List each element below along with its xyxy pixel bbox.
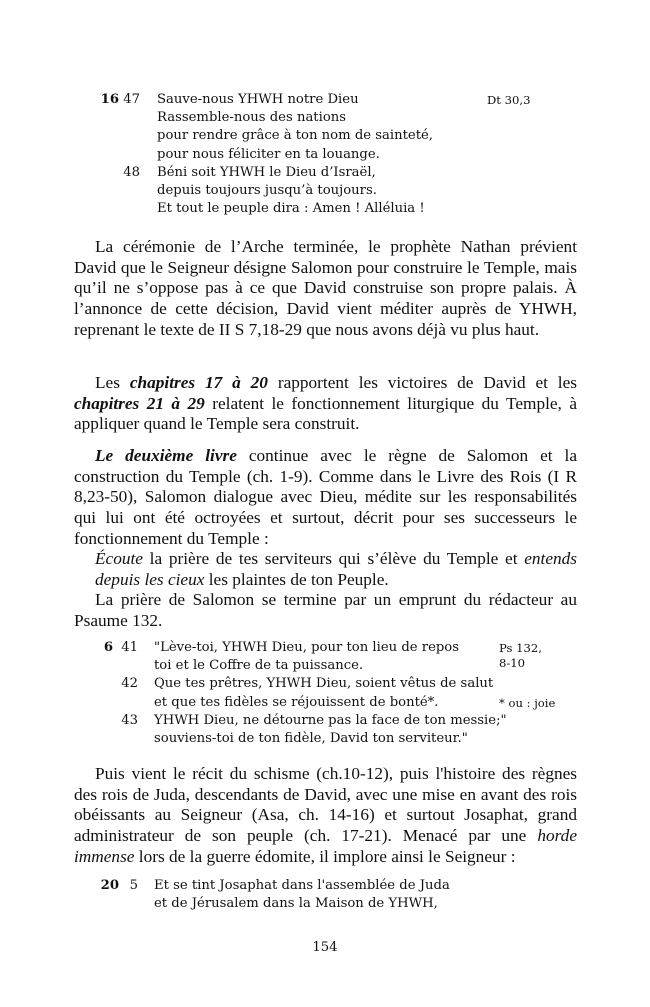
page-number: 154	[312, 940, 338, 955]
verse-row	[0, 200, 650, 218]
verse-text: depuis toujours jusqu’à toujours.	[157, 182, 377, 198]
verse-text: pour rendre grâce à ton nom de sainteté,	[157, 128, 433, 144]
verse-text: et de Jérusalem dans la Maison de YHWH,	[154, 896, 438, 912]
verse-text: Et tout le peuple dira : Amen ! Alléluia !	[157, 201, 425, 217]
verse-row	[0, 877, 650, 895]
text-run: les plaintes de ton Peuple.	[204, 569, 389, 589]
verse-row	[0, 182, 650, 200]
text-run: lors de la guerre édomite, il implore ainsi le Seigneur :	[134, 846, 516, 866]
text-run: Les	[95, 373, 130, 392]
verse-text: Sauve-nous YHWH notre Dieu	[157, 92, 359, 107]
verse-text: Béni soit YHWH le Dieu d’Israël,	[157, 164, 376, 180]
verse-row	[0, 730, 650, 748]
paragraph-chapitres	[74, 373, 577, 435]
chapter-number: 20	[100, 878, 119, 893]
verse-block-20	[0, 877, 650, 913]
footnote-marker: * ou : joie	[499, 696, 556, 710]
paragraph-deuxieme-livre	[74, 446, 577, 550]
verse-row	[0, 895, 650, 913]
chapter-number: 6	[103, 640, 113, 655]
text-run: la prière de tes serviteurs qui s’élève du Temple et	[142, 549, 525, 568]
emphasis: chapitres 17 à 20	[129, 373, 268, 392]
emphasis: horde immense	[74, 826, 577, 866]
verse-text: Et se tint Josaphat dans l'assemblée de Juda	[154, 878, 450, 893]
paragraph-arche: La cérémonie de l’Arche terminée, le prophète Nathan prévient David que le Seigneur désigne Salomon pour construire le Temple, mais qu’il ne s’oppose pas à ce que David construise son propre palais. À l’annonce de cette décision, David vient méditer auprès de YHWH, reprenant le texte de II S 7,18-29 que nous avons déjà vu plus haut.	[74, 237, 577, 339]
verse-number: 43	[121, 712, 138, 728]
verse-text: YHWH Dieu, ne détourne pas la face de ton messie;"	[154, 712, 507, 728]
verse-text: Rassemble-nous des nations	[157, 110, 347, 126]
verse-row	[0, 91, 650, 109]
cross-reference: Dt 30,3	[487, 93, 531, 107]
emphasis: entends depuis les cieux	[95, 549, 577, 589]
text-run: relatent le fonctionnement liturgique du Temple, à appliquer quand le Temple sera construit.	[74, 393, 577, 434]
emphasis: chapitres 21 à 29	[74, 393, 205, 413]
emphasis: Écoute	[95, 549, 143, 568]
verse-text: Que tes prêtres, YHWH Dieu, soient vêtus de salut	[154, 676, 494, 692]
verse-text: "Lève-toi, YHWH Dieu, pour ton lieu de repos	[154, 640, 460, 655]
verse-text: souviens-toi de ton fidèle, David ton serviteur."	[154, 730, 468, 746]
verse-row	[0, 675, 650, 693]
verse-row	[0, 712, 650, 730]
verse-number: 48	[123, 164, 140, 180]
verse-row	[0, 127, 650, 145]
paragraph-schisme	[74, 764, 577, 868]
verse-number: 47	[123, 92, 140, 107]
verse-row	[0, 164, 650, 182]
text-run: rapportent les victoires de David et les	[267, 373, 578, 392]
verse-row	[0, 109, 650, 127]
cross-reference: 8-10	[499, 656, 526, 670]
chapter-number: 16	[100, 92, 119, 107]
verse-row	[0, 146, 650, 164]
text-run: Puis vient le récit du schisme (ch.10-12), puis l'histoire des règnes des rois de Juda, descendants de David, avec une mise en avant des rois obéissants au Seigneur (Asa, ch. 14-16) et surtout Josaphat, grand administrateur de son peuple (ch. 17-21). Menacé par une	[74, 764, 577, 846]
text-run: continue avec le règne de Salomon et la construction du Temple (ch. 1-9). Comme dans le Livre des Rois (I R 8,23-50), Salomon dialogue avec Dieu, médite sur les responsabilités qui lui ont été octroyées et surtout, décrit pour ses successeurs le fonctionnement du Temple :	[74, 446, 577, 548]
verse-number: 41	[121, 640, 138, 655]
quote-ecoute	[95, 549, 577, 590]
emphasis: Le deuxième livre	[95, 446, 237, 465]
verse-number: 42	[121, 676, 138, 692]
verse-row	[0, 657, 650, 675]
verse-block-6	[0, 639, 650, 748]
verse-block-16	[0, 91, 650, 218]
verse-text: toi et le Coffre de ta puissance.	[154, 658, 364, 674]
verse-text: et que tes fidèles se réjouissent de bonté*.	[154, 694, 439, 710]
verse-number: 5	[129, 878, 138, 893]
cross-reference: Ps 132,	[499, 641, 542, 655]
verse-row	[0, 639, 650, 657]
paragraph-psaume: La prière de Salomon se termine par un emprunt du rédacteur au Psaume 132.	[74, 590, 577, 630]
verse-text: pour nous féliciter en ta louange.	[157, 146, 380, 162]
